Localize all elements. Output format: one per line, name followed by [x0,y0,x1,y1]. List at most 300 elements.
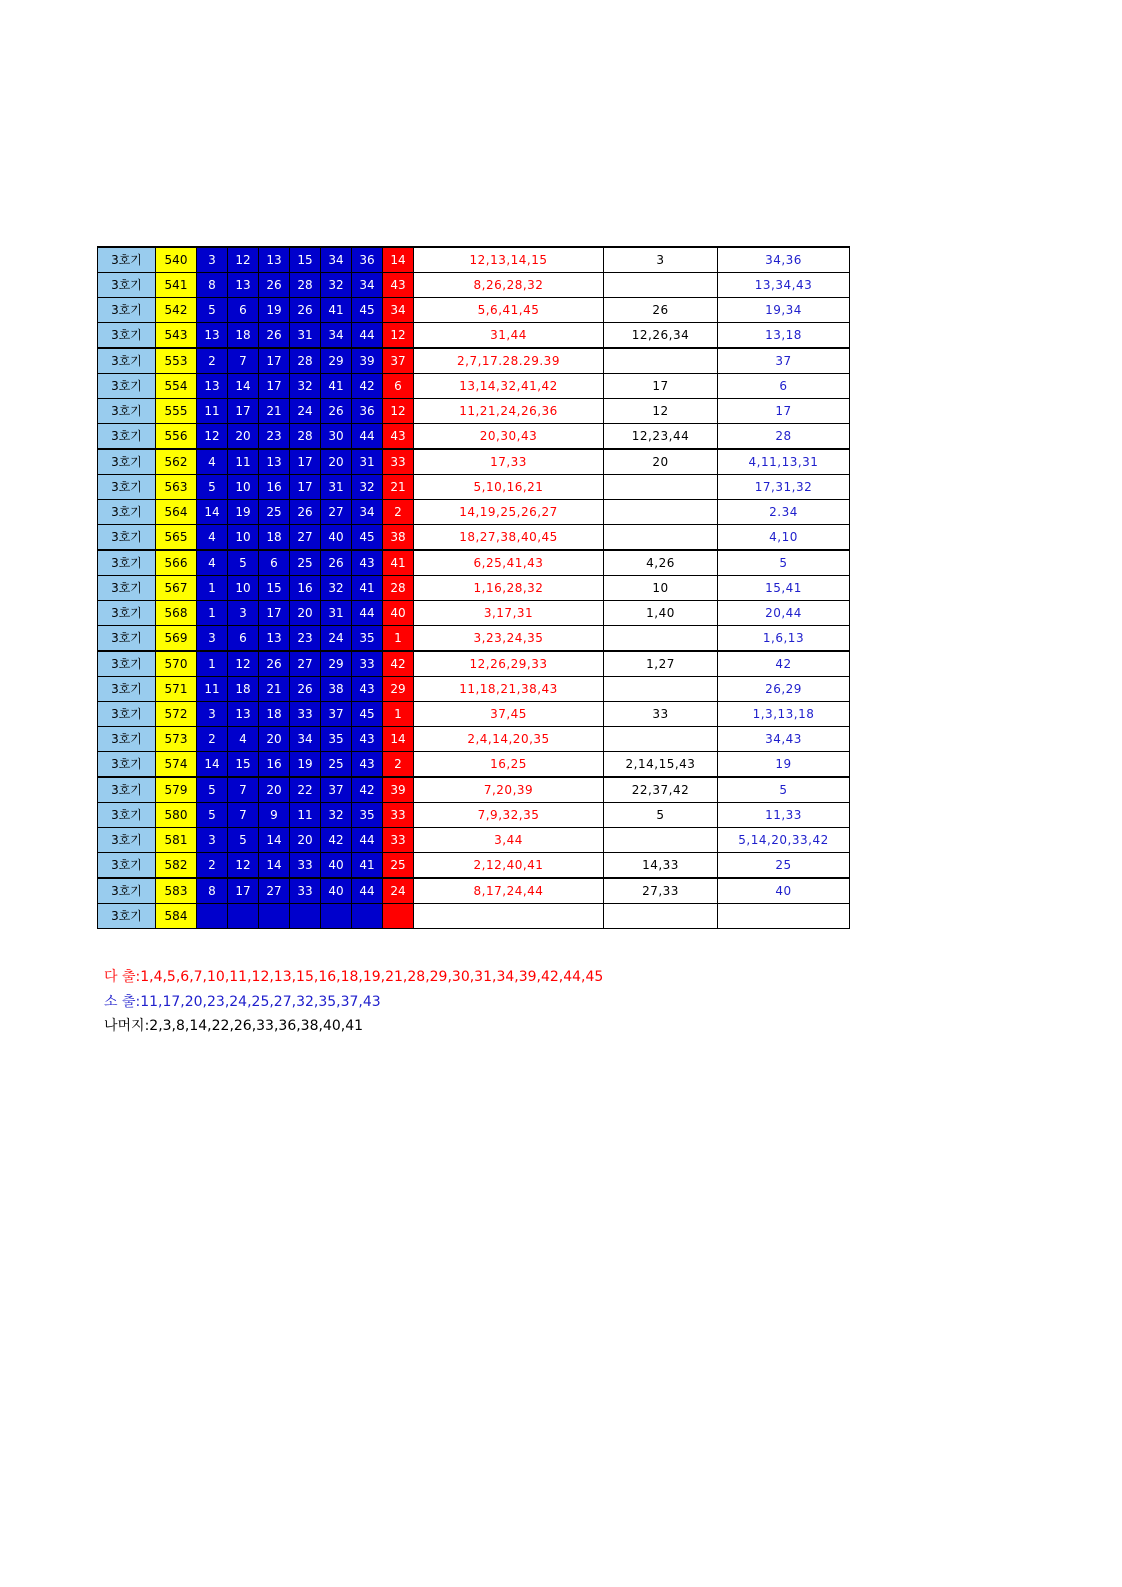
round-number-cell: 556 [156,424,197,450]
drawn-number-cell: 26 [321,550,352,576]
drawn-number-cell: 43 [352,727,383,752]
mid-numbers-cell: 1,40 [604,601,718,626]
drawn-number-cell: 11 [228,449,259,475]
machine-label-cell: 3호기 [98,424,156,450]
drawn-number-cell: 13 [197,323,228,349]
machine-label-cell: 3호기 [98,702,156,727]
cold-numbers-cell: 34,43 [718,727,850,752]
hot-numbers-cell: 12,26,29,33 [414,651,604,677]
machine-label-cell: 3호기 [98,777,156,803]
hot-numbers-cell: 3,23,24,35 [414,626,604,652]
bonus-number-cell: 21 [383,475,414,500]
drawn-number-cell: 20 [259,777,290,803]
drawn-number-cell: 27 [290,651,321,677]
hot-numbers-cell: 3,44 [414,828,604,853]
drawn-number-cell: 32 [321,273,352,298]
cold-numbers-cell: 17 [718,399,850,424]
drawn-number-cell: 16 [259,475,290,500]
cold-numbers-cell: 2.34 [718,500,850,525]
drawn-number-cell: 15 [259,576,290,601]
drawn-number-cell: 1 [197,601,228,626]
drawn-number-cell: 35 [321,727,352,752]
drawn-number-cell [228,904,259,929]
mid-numbers-cell: 4,26 [604,550,718,576]
mid-numbers-cell: 10 [604,576,718,601]
drawn-number-cell: 7 [228,348,259,374]
drawn-number-cell: 8 [197,878,228,904]
table-row [98,601,850,626]
drawn-number-cell: 44 [352,878,383,904]
machine-label-cell: 3호기 [98,525,156,551]
bonus-number-cell: 43 [383,424,414,450]
drawn-number-cell: 24 [321,626,352,652]
drawn-number-cell: 13 [197,374,228,399]
drawn-number-cell: 4 [228,727,259,752]
drawn-number-cell: 20 [321,449,352,475]
cold-numbers-cell: 4,10 [718,525,850,551]
round-number-cell: 583 [156,878,197,904]
drawn-number-cell: 21 [259,399,290,424]
machine-label-cell: 3호기 [98,550,156,576]
mid-numbers-cell: 5 [604,803,718,828]
drawn-number-cell: 31 [352,449,383,475]
round-number-cell: 581 [156,828,197,853]
table-row [98,904,850,929]
drawn-number-cell: 45 [352,702,383,727]
drawn-number-cell: 14 [259,853,290,879]
drawn-number-cell: 41 [321,374,352,399]
drawn-number-cell: 44 [352,601,383,626]
mid-numbers-cell: 2,14,15,43 [604,752,718,778]
drawn-number-cell: 2 [197,727,228,752]
round-number-cell: 573 [156,727,197,752]
mid-numbers-cell: 12,23,44 [604,424,718,450]
drawn-number-cell: 18 [228,323,259,349]
machine-label-cell: 3호기 [98,576,156,601]
drawn-number-cell: 35 [352,626,383,652]
table-row [98,273,850,298]
table-row [98,828,850,853]
mid-numbers-cell [604,677,718,702]
drawn-number-cell: 31 [290,323,321,349]
drawn-number-cell: 4 [197,525,228,551]
drawn-number-cell [290,904,321,929]
drawn-number-cell: 14 [197,752,228,778]
bonus-number-cell: 6 [383,374,414,399]
drawn-number-cell: 13 [228,702,259,727]
machine-label-cell: 3호기 [98,449,156,475]
cold-numbers-cell: 15,41 [718,576,850,601]
hot-numbers-cell: 1,16,28,32 [414,576,604,601]
round-number-cell: 566 [156,550,197,576]
bonus-number-cell: 2 [383,752,414,778]
drawn-number-cell: 33 [290,878,321,904]
drawn-number-cell: 17 [290,449,321,475]
drawn-number-cell: 29 [321,348,352,374]
mid-numbers-cell [604,525,718,551]
drawn-number-cell: 19 [259,298,290,323]
mid-numbers-cell [604,475,718,500]
hot-numbers-cell: 18,27,38,40,45 [414,525,604,551]
drawn-number-cell: 30 [321,424,352,450]
table-row [98,853,850,879]
cold-numbers-cell: 11,33 [718,803,850,828]
drawn-number-cell: 26 [259,273,290,298]
drawn-number-cell: 23 [259,424,290,450]
cold-numbers-cell: 19 [718,752,850,778]
machine-label-cell: 3호기 [98,500,156,525]
drawn-number-cell: 5 [197,803,228,828]
table-row [98,374,850,399]
machine-label-cell: 3호기 [98,677,156,702]
hot-numbers-cell: 11,18,21,38,43 [414,677,604,702]
machine-label-cell: 3호기 [98,247,156,273]
drawn-number-cell: 39 [352,348,383,374]
drawn-number-cell: 11 [197,399,228,424]
machine-label-cell: 3호기 [98,348,156,374]
round-number-cell: 569 [156,626,197,652]
drawn-number-cell: 41 [352,853,383,879]
drawn-number-cell: 33 [290,853,321,879]
cold-numbers-cell: 37 [718,348,850,374]
cold-numbers-cell: 5,14,20,33,42 [718,828,850,853]
round-number-cell: 580 [156,803,197,828]
bonus-number-cell: 34 [383,298,414,323]
drawn-number-cell: 31 [321,601,352,626]
machine-label-cell: 3호기 [98,298,156,323]
machine-label-cell: 3호기 [98,651,156,677]
drawn-number-cell: 12 [228,247,259,273]
drawn-number-cell: 6 [228,298,259,323]
drawn-number-cell: 14 [197,500,228,525]
cold-numbers-cell: 6 [718,374,850,399]
drawn-number-cell: 25 [290,550,321,576]
bonus-number-cell: 38 [383,525,414,551]
drawn-number-cell: 11 [290,803,321,828]
round-number-cell: 571 [156,677,197,702]
table-row [98,399,850,424]
drawn-number-cell: 41 [321,298,352,323]
hot-numbers-cell: 3,17,31 [414,601,604,626]
drawn-number-cell: 10 [228,576,259,601]
drawn-number-cell: 13 [259,449,290,475]
hot-numbers-cell: 16,25 [414,752,604,778]
drawn-number-cell: 34 [352,500,383,525]
bonus-number-cell: 41 [383,550,414,576]
machine-label-cell: 3호기 [98,853,156,879]
drawn-number-cell: 13 [259,247,290,273]
drawn-number-cell: 13 [228,273,259,298]
drawn-number-cell: 44 [352,323,383,349]
round-number-cell: 574 [156,752,197,778]
cold-numbers-cell: 28 [718,424,850,450]
drawn-number-cell: 32 [352,475,383,500]
hot-numbers-cell: 14,19,25,26,27 [414,500,604,525]
drawn-number-cell: 33 [352,651,383,677]
hot-numbers-cell: 2,4,14,20,35 [414,727,604,752]
summary-hot: 다 출:1,4,5,6,7,10,11,12,13,15,16,18,19,21,28,29,30,31,34,39,42,44,45 [104,969,604,985]
drawn-number-cell: 3 [197,247,228,273]
drawn-number-cell: 45 [352,525,383,551]
cold-numbers-cell: 25 [718,853,850,879]
drawn-number-cell: 5 [228,828,259,853]
bonus-number-cell: 40 [383,601,414,626]
table-row [98,348,850,374]
bonus-number-cell: 37 [383,348,414,374]
drawn-number-cell: 32 [321,576,352,601]
bonus-number-cell: 14 [383,727,414,752]
hot-numbers-cell: 2,12,40,41 [414,853,604,879]
table-row [98,550,850,576]
machine-label-cell: 3호기 [98,399,156,424]
drawn-number-cell: 25 [259,500,290,525]
drawn-number-cell: 36 [352,399,383,424]
bonus-number-cell: 43 [383,273,414,298]
cold-numbers-cell [718,904,850,929]
drawn-number-cell: 26 [290,500,321,525]
drawn-number-cell: 17 [259,374,290,399]
drawn-number-cell: 34 [321,323,352,349]
table-row [98,677,850,702]
drawn-number-cell: 8 [197,273,228,298]
table-row [98,475,850,500]
machine-label-cell: 3호기 [98,626,156,652]
mid-numbers-cell: 3 [604,247,718,273]
mid-numbers-cell: 12 [604,399,718,424]
drawn-number-cell: 6 [228,626,259,652]
round-number-cell: 543 [156,323,197,349]
drawn-number-cell: 37 [321,777,352,803]
cold-numbers-cell: 20,44 [718,601,850,626]
drawn-number-cell: 32 [321,803,352,828]
hot-numbers-cell: 8,17,24,44 [414,878,604,904]
bonus-number-cell: 33 [383,803,414,828]
drawn-number-cell: 15 [290,247,321,273]
drawn-number-cell: 27 [321,500,352,525]
hot-numbers-cell: 31,44 [414,323,604,349]
bonus-number-cell: 12 [383,399,414,424]
machine-label-cell: 3호기 [98,475,156,500]
bonus-number-cell: 14 [383,247,414,273]
drawn-number-cell: 12 [228,853,259,879]
lotto-analysis-table [97,246,850,929]
table-row [98,449,850,475]
drawn-number-cell: 18 [228,677,259,702]
bonus-number-cell: 33 [383,449,414,475]
drawn-number-cell: 42 [352,374,383,399]
drawn-number-cell: 25 [321,752,352,778]
drawn-number-cell: 26 [259,651,290,677]
drawn-number-cell: 12 [228,651,259,677]
drawn-number-cell: 44 [352,828,383,853]
cold-numbers-cell: 5 [718,777,850,803]
drawn-number-cell: 43 [352,677,383,702]
cold-numbers-cell: 13,34,43 [718,273,850,298]
drawn-number-cell: 27 [290,525,321,551]
cold-numbers-cell: 40 [718,878,850,904]
drawn-number-cell: 40 [321,525,352,551]
drawn-number-cell: 14 [228,374,259,399]
drawn-number-cell: 15 [228,752,259,778]
drawn-number-cell [352,904,383,929]
drawn-number-cell: 27 [259,878,290,904]
bonus-number-cell: 29 [383,677,414,702]
cold-numbers-cell: 26,29 [718,677,850,702]
drawn-number-cell: 17 [259,601,290,626]
round-number-cell: 554 [156,374,197,399]
round-number-cell: 564 [156,500,197,525]
drawn-number-cell: 6 [259,550,290,576]
drawn-number-cell: 45 [352,298,383,323]
cold-numbers-cell: 1,3,13,18 [718,702,850,727]
mid-numbers-cell [604,348,718,374]
mid-numbers-cell: 22,37,42 [604,777,718,803]
drawn-number-cell: 42 [321,828,352,853]
cold-numbers-cell: 19,34 [718,298,850,323]
table-row [98,752,850,778]
mid-numbers-cell [604,273,718,298]
hot-numbers-cell: 2,7,17.28.29.39 [414,348,604,374]
bonus-number-cell: 25 [383,853,414,879]
drawn-number-cell: 42 [352,777,383,803]
mid-numbers-cell: 12,26,34 [604,323,718,349]
mid-numbers-cell: 27,33 [604,878,718,904]
bonus-number-cell: 28 [383,576,414,601]
drawn-number-cell: 12 [197,424,228,450]
drawn-number-cell: 23 [290,626,321,652]
drawn-number-cell: 1 [197,576,228,601]
bonus-number-cell: 1 [383,702,414,727]
drawn-number-cell [321,904,352,929]
round-number-cell: 570 [156,651,197,677]
drawn-number-cell: 19 [228,500,259,525]
table-row [98,702,850,727]
table-row [98,651,850,677]
drawn-number-cell: 38 [321,677,352,702]
drawn-number-cell: 21 [259,677,290,702]
mid-numbers-cell: 14,33 [604,853,718,879]
round-number-cell: 584 [156,904,197,929]
round-number-cell: 579 [156,777,197,803]
drawn-number-cell: 22 [290,777,321,803]
summary-cold: 소 출:11,17,20,23,24,25,27,32,35,37,43 [104,993,381,1010]
table-row [98,500,850,525]
bonus-number-cell: 24 [383,878,414,904]
drawn-number-cell: 43 [352,550,383,576]
drawn-number-cell: 7 [228,803,259,828]
drawn-number-cell: 35 [352,803,383,828]
drawn-number-cell: 41 [352,576,383,601]
machine-label-cell: 3호기 [98,273,156,298]
drawn-number-cell: 5 [197,777,228,803]
round-number-cell: 568 [156,601,197,626]
drawn-number-cell: 20 [259,727,290,752]
drawn-number-cell: 5 [228,550,259,576]
drawn-number-cell: 2 [197,348,228,374]
machine-label-cell: 3호기 [98,727,156,752]
table-row [98,777,850,803]
hot-numbers-cell: 8,26,28,32 [414,273,604,298]
drawn-number-cell [197,904,228,929]
drawn-number-cell: 26 [290,298,321,323]
hot-numbers-cell: 5,6,41,45 [414,298,604,323]
cold-numbers-cell: 13,18 [718,323,850,349]
round-number-cell: 562 [156,449,197,475]
mid-numbers-cell: 1,27 [604,651,718,677]
machine-label-cell: 3호기 [98,803,156,828]
cold-numbers-cell: 42 [718,651,850,677]
drawn-number-cell: 17 [228,399,259,424]
drawn-number-cell: 34 [290,727,321,752]
drawn-number-cell: 43 [352,752,383,778]
machine-label-cell: 3호기 [98,752,156,778]
drawn-number-cell: 18 [259,702,290,727]
mid-numbers-cell [604,727,718,752]
drawn-number-cell: 28 [290,348,321,374]
drawn-number-cell: 37 [321,702,352,727]
table-row [98,298,850,323]
summary-rest: 나머지:2,3,8,14,22,26,33,36,38,40,41 [104,1018,364,1034]
machine-label-cell: 3호기 [98,374,156,399]
bonus-number-cell: 33 [383,828,414,853]
cold-numbers-cell: 17,31,32 [718,475,850,500]
drawn-number-cell: 2 [197,853,228,879]
drawn-number-cell: 26 [321,399,352,424]
drawn-number-cell: 40 [321,878,352,904]
hot-numbers-cell: 6,25,41,43 [414,550,604,576]
drawn-number-cell: 13 [259,626,290,652]
drawn-number-cell: 5 [197,298,228,323]
drawn-number-cell: 7 [228,777,259,803]
table-row [98,424,850,450]
drawn-number-cell: 3 [197,828,228,853]
table-row [98,727,850,752]
drawn-number-cell: 28 [290,424,321,450]
drawn-number-cell: 9 [259,803,290,828]
drawn-number-cell: 17 [290,475,321,500]
drawn-number-cell: 5 [197,475,228,500]
round-number-cell: 565 [156,525,197,551]
drawn-number-cell: 34 [321,247,352,273]
hot-numbers-cell [414,904,604,929]
round-number-cell: 582 [156,853,197,879]
machine-label-cell: 3호기 [98,828,156,853]
drawn-number-cell: 4 [197,449,228,475]
mid-numbers-cell: 33 [604,702,718,727]
hot-numbers-cell: 11,21,24,26,36 [414,399,604,424]
table-row [98,323,850,349]
bonus-number-cell: 12 [383,323,414,349]
table-row [98,803,850,828]
hot-numbers-cell: 17,33 [414,449,604,475]
cold-numbers-cell: 1,6,13 [718,626,850,652]
table-row [98,878,850,904]
mid-numbers-cell [604,626,718,652]
bonus-number-cell: 2 [383,500,414,525]
drawn-number-cell: 16 [290,576,321,601]
drawn-number-cell: 24 [290,399,321,424]
drawn-number-cell: 26 [290,677,321,702]
bonus-number-cell: 42 [383,651,414,677]
drawn-number-cell: 20 [228,424,259,450]
drawn-number-cell: 34 [352,273,383,298]
cold-numbers-cell: 4,11,13,31 [718,449,850,475]
drawn-number-cell: 20 [290,601,321,626]
round-number-cell: 555 [156,399,197,424]
drawn-number-cell: 36 [352,247,383,273]
drawn-number-cell: 18 [259,525,290,551]
table-row [98,525,850,551]
